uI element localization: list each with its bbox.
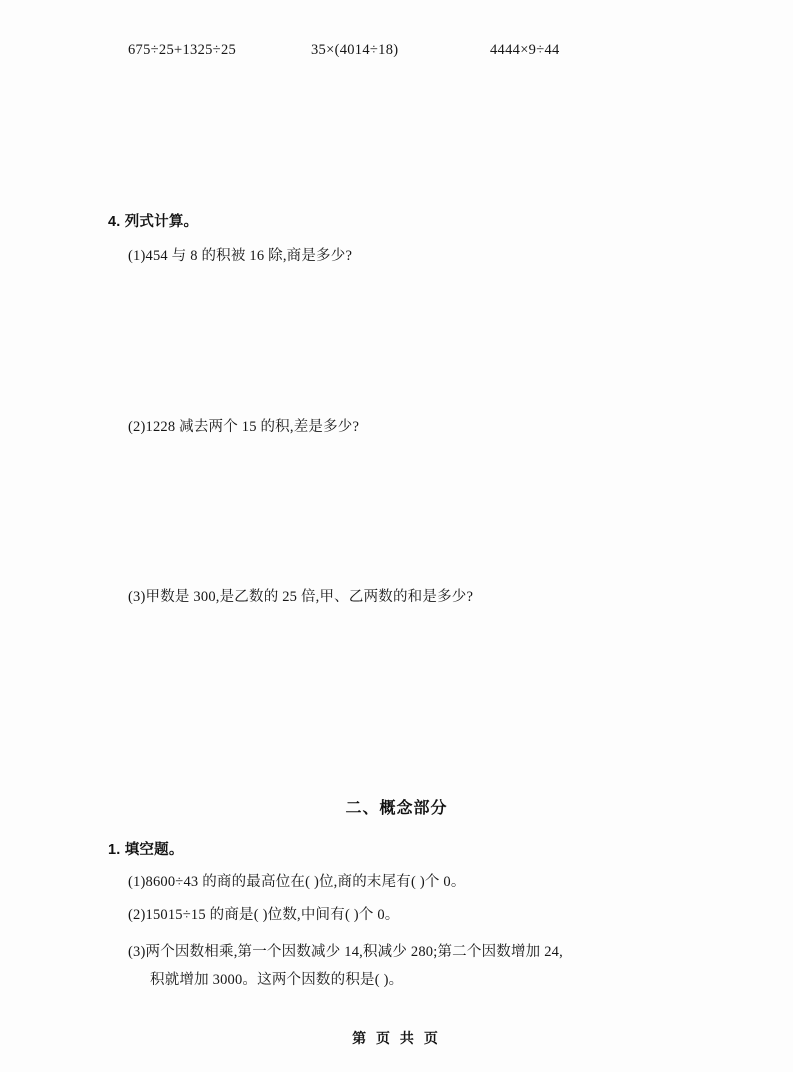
part-two-title: 二、概念部分 — [345, 800, 448, 817]
question-fill-3-line1: (3)两个因数相乘,第一个因数减少 14,积减少 280;第二个因数增加 24, — [128, 944, 563, 960]
expression-row — [0, 42, 793, 66]
section-heading-fill-in-blanks: 1. 填空题。 — [108, 842, 184, 858]
expression-1: 675÷25+1325÷25 — [128, 42, 237, 58]
question-4-3: (3)甲数是 300,是乙数的 25 倍,甲、乙两数的和是多少? — [128, 589, 474, 605]
question-fill-1: (1)8600÷43 的商的最高位在( )位,商的末尾有( )个 0。 — [128, 874, 466, 890]
question-4-2: (2)1228 减去两个 15 的积,差是多少? — [128, 419, 360, 435]
page-footer: 第 页 共 页 — [352, 1030, 441, 1046]
question-fill-3 — [128, 938, 728, 995]
question-fill-2: (2)15015÷15 的商是( )位数,中间有( )个 0。 — [128, 907, 400, 923]
question-fill-3-line2: 积就增加 3000。这两个因数的积是( )。 — [150, 972, 404, 989]
expression-3: 4444×9÷44 — [490, 42, 560, 58]
section-heading-4: 4. 列式计算。 — [108, 214, 199, 230]
question-4-1: (1)454 与 8 的积被 16 除,商是多少? — [128, 248, 353, 264]
expression-2: 35×(4014÷18) — [311, 42, 399, 58]
